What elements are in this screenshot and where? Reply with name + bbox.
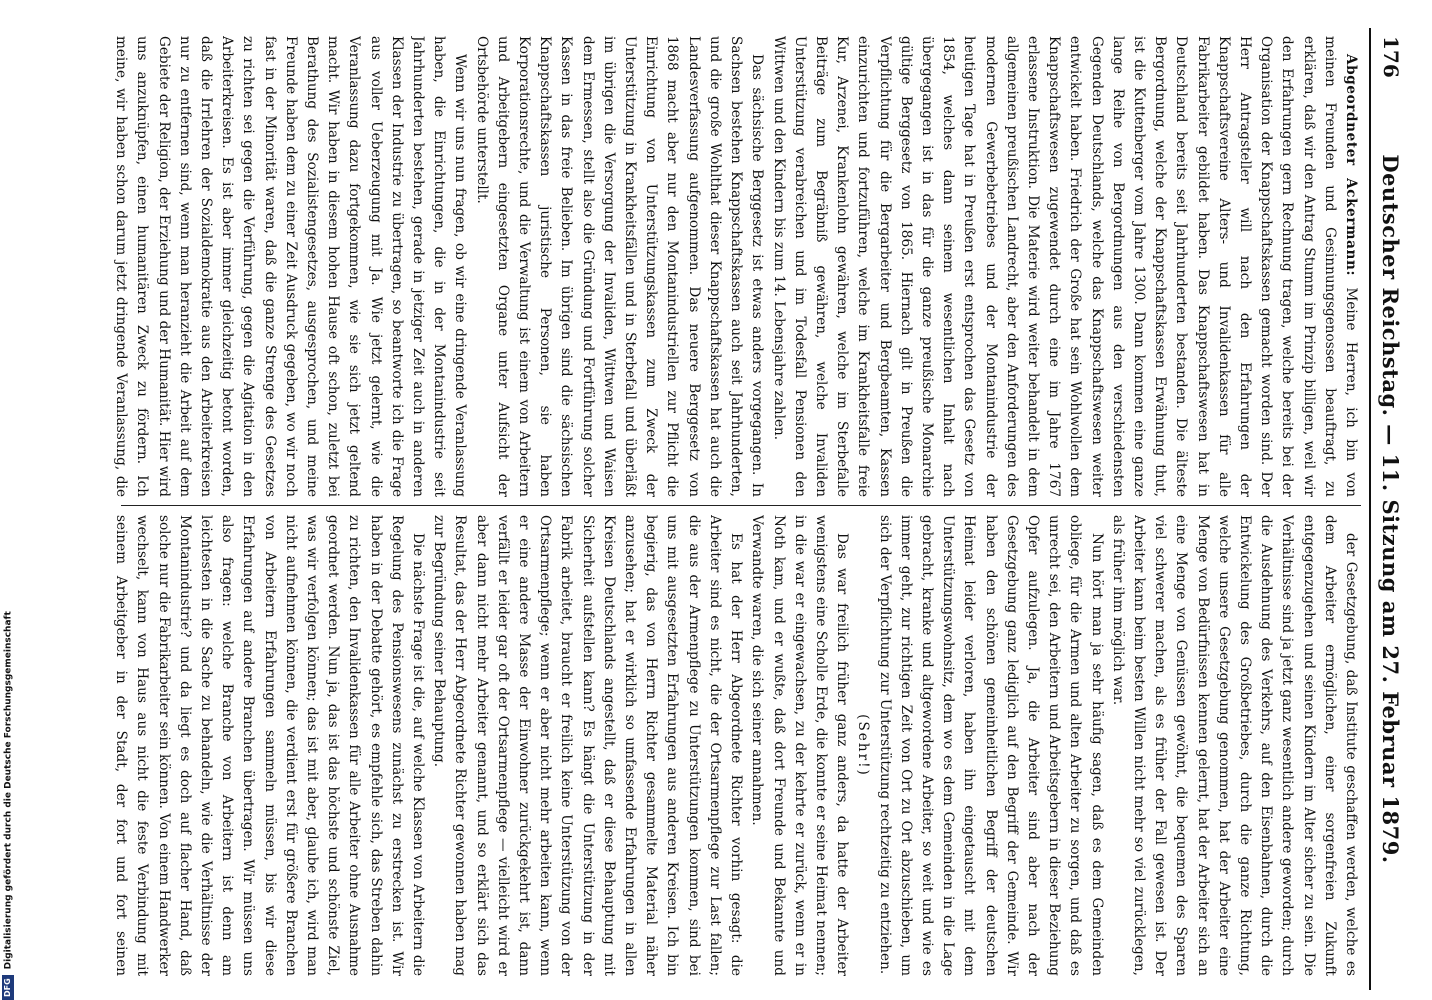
digitization-credit — [2, 0, 16, 1000]
credit-text: Digitalisierung gefördert durch die Deutsche Forschungsgemeinschaft — [3, 611, 14, 970]
dfg-logo: DFG — [2, 975, 14, 1000]
column-divider — [121, 505, 1361, 506]
speaker-name: Abgeordneter Ackermann: — [1343, 54, 1359, 277]
right-paragraph-3: Das war freilich früher ganz anders, da hatte der Arbeiter wenigstens eine Scholle Erde, die konnte er seine Heimat nennen; in die war er eingewachsen, zu der kehrte er zurück, wenn er in Noth kam, und er wußte, daß dort Freunde und Bekannte und Verwandte waren, die sich seiner annahmen. — [749, 515, 851, 976]
running-title: Deutscher Reichstag. — 11. Sitzung am 27. Februar 1879. — [1378, 154, 1403, 864]
right-paragraph-4: Es hat der Herr Abgeordnete Richter vorhin gesagt: die Arbeiter sind es nicht, die der Ortsarmenpflege zur Last fallen; die aus der Armenpflege zu Unterstützungen kommen, sind bei uns mit ausgesetzten Erfahrungen aus anderen Kreisen. Ich bin begierig, das von Herrn Richter gesammelte Material näher anzusehen; hat er wirklich so umfassende Erfahrungen in allen Kreisen Deutschlands angestellt, daß er diese Behauptung mit Sicherheit aufstellen kann? Es hängt die Unterstützung in der Fabrik arbeitet, braucht er freilich keine Unterstützung von der Ortsarmenpflege; wenn er aber nicht mehr arbeiten kann, wenn er eine andere Masse der Einwohner zurückgekehrt ist, dann verfällt er leider gar oft der Ortsarmenpflege — vielleicht wird er aber dann nicht mehr Arbeiter genannt, und so erklärt sich das Resultat, das der Herr Abgeordnete Richter gewonnen haben mag zur Begründung seiner Behauptung. — [431, 515, 745, 976]
right-column — [113, 515, 1361, 976]
left-column — [113, 36, 1361, 497]
left-paragraph-1 — [767, 36, 1361, 497]
left-paragraph-1-text: Meine Herren, ich bin von meinen Freunden und Gesinnungsgenossen beauftragt, zu erklären, daß wir den Antrag Stumm im Prinzip billigen, weil wir den Erfahrungen gern Rechnung tragen, welche bereits bei der Organisation der Knappschaftskassen gemacht worden sind. Der Herr Antragsteller will nach den Erfahrungen der Knappschaftsvereine Alters- und Invalidenkassen für alle Fabrikarbeiter gebildet haben. Das Knappschaftswesen hat in Deutschland bereits seit Jahrhunderten bestanden. Die älteste Bergordnung, welche der Knappschaftskassen Erwähnung thut, ist die Kuttenberger vom Jahre 1300. Dann kommen eine ganze lange Reihe von Bergordnungen aus den verschiedensten Gegenden Deutschlands, welche das Knappschaftswesen weiter entwickelt haben. Friedrich der Große hat sein Wohlwollen dem Knappschaftswesen zugewendet durch eine im Jahre 1767 erlassene Instruktion. Die Materie wird weiter behandelt in dem allgemeinen preußischen Landrecht, aber den Anforderungen des modernen Gewerbebetriebes und der Montanindustrie der heutigen Tage hat in Preußen erst entsprochen das Gesetz von 1854, welches dann seinem wesentlichen Inhalt nach übergegangen ist in das für die ganze preußische Monarchie gültige Berggesetz von 1865. Hiernach gilt in Preußen die Verpflichtung für die Bergarbeiter und Bergbeamten, Kassen einzurichten und fortzuführen, welche im Krankheitsfalle freie Kur, Arzenei, Krankenlohn gewähren, welche im Sterbefalle Beiträge zum Begräbniß gewähren, welche Invaliden Unterstützung verabreichen und im Todesfall Pensionen den Wittwen und den Kindern bis zum 14. Lebensjahre zahlen. — [770, 36, 1359, 497]
interjection: (Sehr!) — [855, 714, 872, 777]
page-number: 176 — [1379, 36, 1403, 78]
scanned-page — [105, 28, 1405, 990]
right-paragraph-1: der Gesetzgebung, daß Institute geschaffen werden, welche es dem Arbeiter ermöglichen, einer sorgenfreien Zukunft entgegenzugehen und seinen Kindern im Alter sicher zu sein. Die Verhältnisse sind ja jetzt ganz wesentlich andere geworden; durch die Ausdehnung des Verkehrs, auf den Eisenbahnen, durch die Entwickelung des Großbetriebes, durch die ganze Richtung, welche unsere Gesetzgebung genommen, hat der Arbeiter eine Menge von Bedürfnissen kennen gelernt, hat der Arbeiter sich an eine Menge von Genüssen gewöhnt, die bequemen des Sparen viel schwerer machen, als es früher der Fall gewesen ist. Der Arbeiter kann beim besten Willen nicht mehr so viel zurücklegen, als früher ihm möglich war. — [1109, 515, 1359, 976]
page-header — [1369, 28, 1405, 990]
right-paragraph-5: Die nächste Frage ist die, auf welche Klassen von Arbeitern die Regelung des Pensionswesens zunächst zu erstrecken ist. Wir haben in der Debatte gehört, es empfehle sich, das Streben dahin zu richten, den Invalidenkassen für alle Arbeiter ohne Ausnahme geordnet werden. Nun ja, das ist das höchste und schönste Ziel, was wir verfolgen können; das ist mit aber, glaube ich, wird man nicht aufnehmen können, die verdient erst für größere Branchen von Arbeitern Erfahrungen sammeln müssen, bis wir diese Erfahrungen auf andere Branchen übertragen. Wir müssen uns also fragen: welche Branche von Arbeitern ist denn am leichtesten in die Sache zu behandeln, wie die Verhältnisse der Montanindustrie? und da liegt es doch auf flacher Hand, daß solche nur die Fabrikarbeiter sein können. Von einem Handwerker wechselt, kann von Haus aus nicht die feste Verbindung mit seinem Arbeitgeber in der Stadt, der fort und fort seinen — [113, 515, 427, 976]
right-paragraph-2: Nun hört man ja sehr häufig sagen, daß es dem Gemeinden obliege, für die Armen und alten Arbeiter zu sorgen, und daß es unrecht sei, den Arbeitern und Arbeitsgebern in dieser Beziehung Opfer aufzulegen. Ja, die Arbeiter sind aber nach der Gesetzgebung ganz lediglich auf den Begriff der Gemeinde. Wir haben den schönen gemeinheitlichen Begriff der deutschen Heimat leider verloren, haben ihn eingetauscht mit dem Unterstützungswohnsitz, dem wo es dem Gemeinden in die Lage gebracht, kranke und altgewordene Arbeiter, so weit und wie es immer geht, zur richtigen Zeit von Ort zu Ort abzuschieben, um sich der Verpflichtung zur Unterstützung rechtzeitig zu entziehen. — [876, 515, 1105, 976]
left-paragraph-3: Wenn wir uns nun fragen, ob wir eine dringende Veranlassung haben, die Einrichtungen, die in der Montanindustrie seit Jahrhunderten bestehen, gerade in jetziger Zeit auch in anderen Klassen der Industrie zu übertragen, so beantworte ich die Frage aus voller Ueberzeugung mit Ja. Wie jetzt gelernt, wie die Veranlassung dazu fortgekommen, wie sie sich jetzt geltend macht. Wir haben in diesem hohen Hause oft schon, zuletzt bei Berathung des Sozialistengesetzes, ausgesprochen, und meine Freunde haben dem zu einer Zeit Ausdruck gegeben, wo wir noch fast in der Minorität waren, daß die ganze Strenge des Gesetzes zu richten sei gegen die Verführung, gegen die Agitation in den Arbeiterkreisen. Es ist aber immer gleichzeitig betont worden, daß die Irrlehren der Sozialdemokratie aus den Arbeiterkreisen nur zu entfernen sind, wenn man heranzieht die Arbeit auf dem Gebiete der Religion, der Erziehung und der Humanität. Hier wird uns anzuknüpfen, einen humanitären Zweck zu fördern. Ich meine, wir haben schon darum jetzt dringende Veranlassung, die — [113, 36, 469, 497]
left-paragraph-2: Das sächsische Berggesetz ist etwas anders vorgegangen. In Sachsen bestehen Knappschaftskassen auch seit Jahrhunderten, und die große Wohlthat dieser Knappschaftskassen hat auch die Landesverfassung aufgenommen. Das neuere Berggesetz von 1868 macht aber nur den Montanindustriellen zur Pflicht die Einrichtung von Unterstützungskassen zum Zweck der Unterstützung in Krankheitsfällen und in Sterbefall und überläßt im übrigen die Versorgung der Invaliden, Wittwen und Waisen dem Ermessen, stellt also die Gründung und Fortführung solcher Kassen in das freie Belieben. Im übrigen sind die sächsischen Knappschaftskassen juristische Personen, sie haben Korporationsrechte, und die Verwaltung ist einem von Arbeitern und Arbeitgebern eingesetzten Organe unter Aufsicht der Ortsbehörde unterstellt. — [473, 36, 766, 497]
